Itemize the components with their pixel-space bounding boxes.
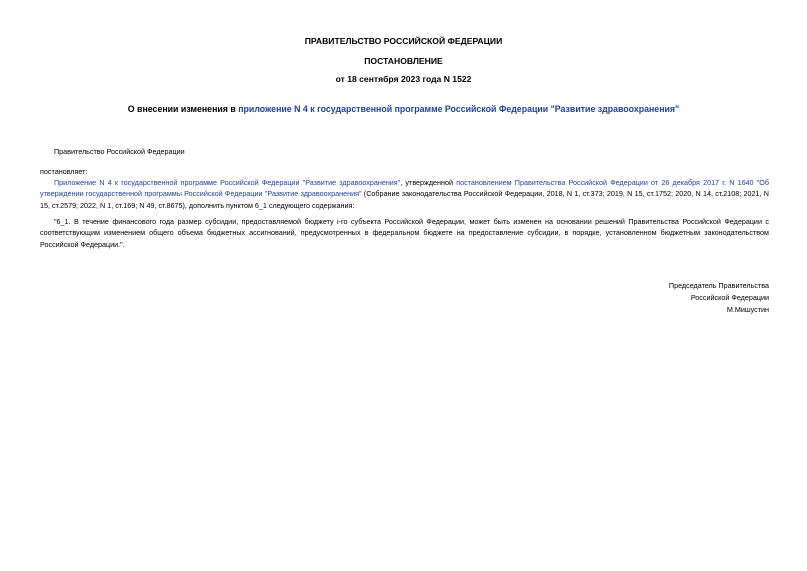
paragraph-1-text-b: (Собрание законодательства Российской Федерации, 2018, N 1, ст.373; 2019, N 15, ст.1752; 2020, N 14, ст.2108; 2021, N 15, ст.2579; 2022, N 1, ст.169; N 49, ст.8675), дополнить пунктом 6_1 следующего содержания: — [40, 189, 769, 210]
title-appendix-link[interactable]: приложение N 4 к государственной программе Российской Федерации "Развитие здравоохранения" — [238, 104, 680, 114]
title-prefix: О внесении изменения в — [127, 104, 239, 114]
paragraph-2: "6_1. В течение финансового года размер субсидии, предоставляемой бюджету i-го субъекта Российской Федерации, может быть изменен на основании решений Правительства Российской Федерации с соответствующим изменением общего объема бюджетных ассигнований, предусмотренных в федеральном бюджете на предоставление субсидии, в порядке, установленном бюджетным законодательством Российской Федерации.". — [40, 217, 769, 249]
signature-title: Председатель Правительства — [668, 281, 769, 290]
government-line: Правительство Российской Федерации — [54, 147, 185, 156]
paragraph-1-text-a: , утвержденной — [400, 178, 457, 187]
document-type-heading: ПОСТАНОВЛЕНИЕ — [364, 56, 443, 66]
resolution-link[interactable]: постановлением Правительства Российской Федерации от 26 декабря 2017 г. N 1640 "Об утверждении государственной программы Российской Федерации "Развитие здравоохранения" — [40, 178, 769, 199]
decrees-line: постановляет: — [40, 167, 88, 176]
date-number-heading: от 18 сентября 2023 года N 1522 — [335, 74, 472, 84]
appendix-link[interactable]: Приложение N 4 к государственной программе Российской Федерации "Развитие здравоохранения" — [54, 178, 401, 187]
document-title — [0, 104, 807, 115]
paragraph-1 — [40, 177, 769, 211]
signature-name: М.Мишустин — [726, 305, 769, 314]
government-heading: ПРАВИТЕЛЬСТВО РОССИЙСКОЙ ФЕДЕРАЦИИ — [304, 36, 503, 46]
signature-organization: Российской Федерации — [690, 293, 769, 302]
